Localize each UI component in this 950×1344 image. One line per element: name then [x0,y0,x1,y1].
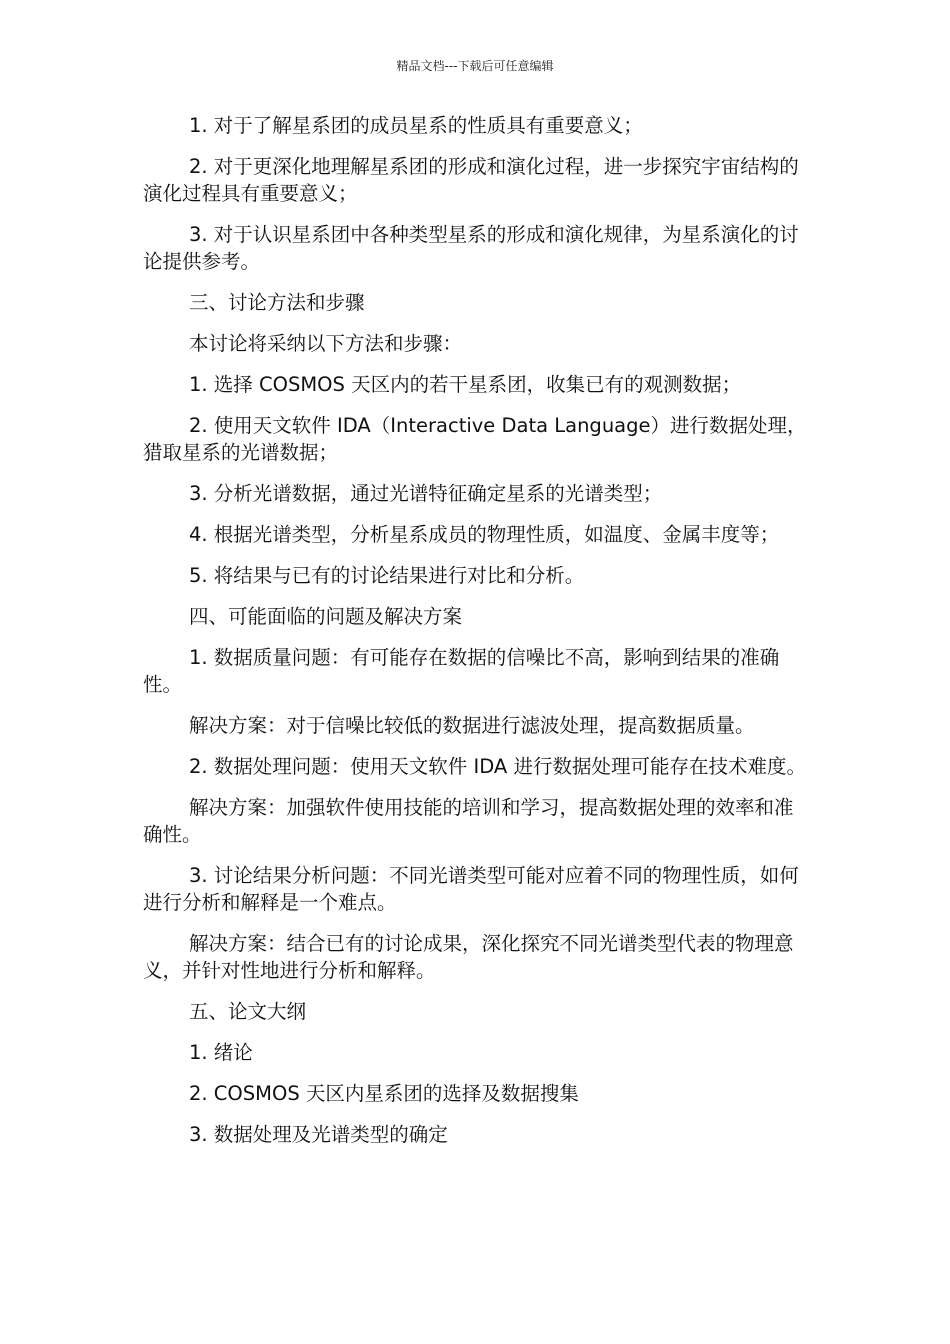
paragraph: 解决方案：结合已有的讨论成果，深化探究不同光谱类型代表的物理意义，并针对性地进行分析和解释。 [143,932,794,982]
paragraph: 1. 选择 COSMOS 天区内的若干星系团，收集已有的观测数据； [189,373,742,396]
section-heading: 三、讨论方法和步骤 [189,291,365,314]
paragraph: 本讨论将采纳以下方法和步骤： [189,332,463,355]
paragraph: 解决方案：对于信噪比较低的数据进行滤波处理，提高数据质量。 [189,714,755,737]
paragraph: 3. 分析光谱数据，通过光谱特征确定星系的光谱类型； [189,482,663,505]
paragraph: 5. 将结果与已有的讨论结果进行对比和分析。 [189,564,585,587]
paragraph: 2. 数据处理问题：使用天文软件 IDA 进行数据处理可能存在技术难度。 [189,755,806,778]
paragraph: 解决方案：加强软件使用技能的培训和学习，提高数据处理的效率和准确性。 [143,796,794,846]
paragraph: 3. 对于认识星系团中各种类型星系的形成和演化规律，为星系演化的讨论提供参考。 [143,223,799,273]
outline-item: 2. COSMOS 天区内星系团的选择及数据搜集 [189,1082,579,1105]
paragraph: 1. 数据质量问题：有可能存在数据的信噪比不高，影响到结果的准确性。 [143,646,780,696]
section-heading: 五、论文大纲 [189,1000,307,1023]
page-header: 精品文档---下载后可任意编辑 [396,59,554,73]
outline-item: 1. 绪论 [189,1041,253,1064]
paragraph: 3. 讨论结果分析问题：不同光谱类型可能对应着不同的物理性质，如何进行分析和解释是一个难点。 [143,864,799,914]
section-heading: 四、可能面临的问题及解决方案 [189,605,463,628]
document-body [143,112,807,1162]
outline-item: 3. 数据处理及光谱类型的确定 [189,1123,448,1146]
paragraph: 2. 使用天文软件 IDA（Interactive Data Language）进行数据处理，猎取星系的光谱数据； [143,414,807,464]
paragraph: 4. 根据光谱类型，分析星系成员的物理性质，如温度、金属丰度等； [189,523,780,546]
paragraph: 1. 对于了解星系团的成员星系的性质具有重要意义； [189,114,643,137]
paragraph: 2. 对于更深化地理解星系团的形成和演化过程，进一步探究宇宙结构的演化过程具有重要意义； [143,155,799,205]
